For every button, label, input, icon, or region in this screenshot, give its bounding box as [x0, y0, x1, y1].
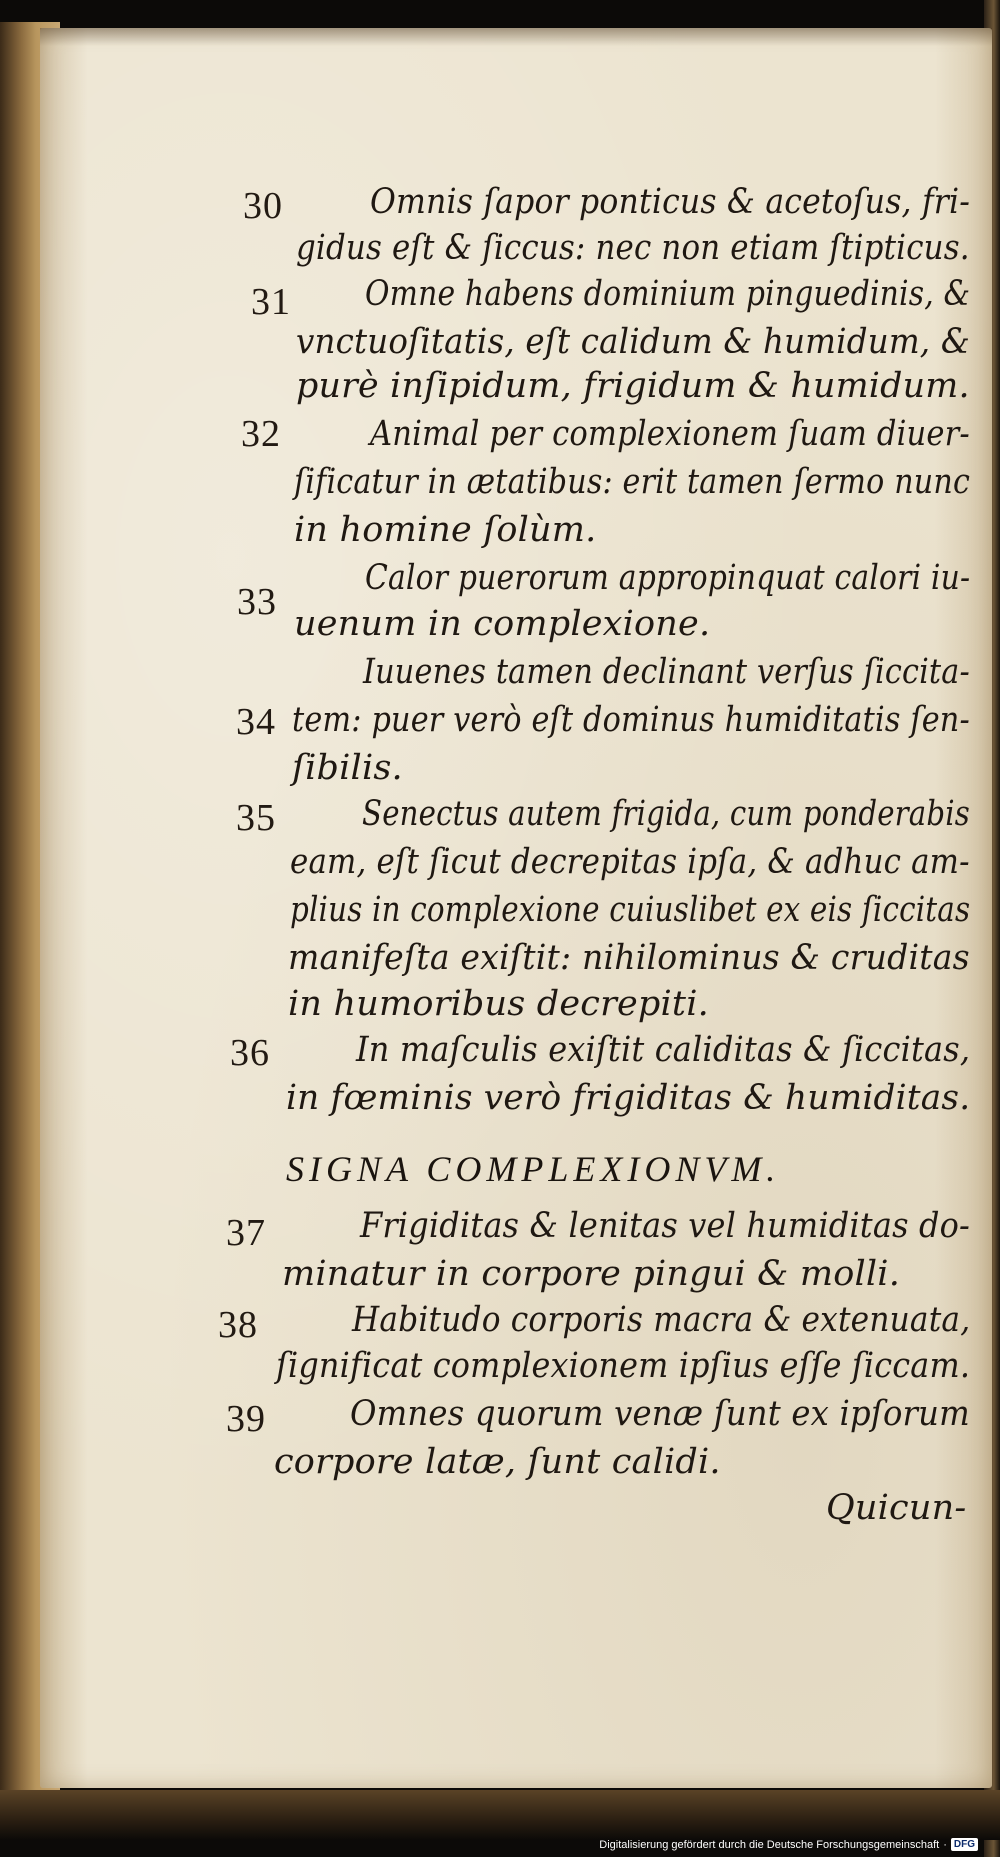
text-line: vnctuoſitatis, eſt calidum & humidum, & [296, 322, 970, 362]
text-line: Calor puerorum appropinquat calori iu- [365, 558, 971, 598]
aphorism-number: 36 [230, 1032, 270, 1074]
text-line: ſificatur in ætatibus: erit tamen ſermo nunc [294, 462, 971, 502]
text-line: ſibilis. [292, 748, 403, 788]
page-top-shadow [40, 28, 992, 46]
text-line: Iuuenes tamen declinant verſus ſiccita- [363, 652, 970, 692]
page-bottom-edge [0, 1790, 1000, 1840]
aphorism-number: 32 [241, 413, 281, 455]
text-line: corpore latæ, ſunt calidi. [274, 1442, 721, 1482]
aphorism-number: 39 [226, 1398, 266, 1440]
text-line: eam, eſt ſicut decrepitas ipſa, & adhuc am- [290, 842, 970, 882]
text-line: purè inſipidum, frigidum & humidum. [296, 366, 970, 406]
text-line: in humoribus decrepiti. [288, 984, 709, 1024]
text-line: tem: puer verò eſt dominus humiditatis ſen- [292, 700, 970, 740]
text-line: minatur in corpore pingui & molli. [282, 1254, 901, 1294]
text-line: Habitudo corporis macra & extenuata, [352, 1300, 971, 1340]
catchword: Quicun- [826, 1488, 967, 1528]
text-line: Frigiditas & lenitas vel humiditas do- [360, 1206, 971, 1246]
aphorism-number: 30 [243, 185, 283, 227]
aphorism-number: 35 [236, 797, 276, 839]
text-line: Senectus autem frigida, cum ponderabis [362, 794, 970, 834]
text-line: gidus eſt & ſiccus: nec non etiam ſtipticus. [296, 228, 970, 268]
aphorism-number: 37 [226, 1212, 266, 1254]
text-line: in homine ſolùm. [294, 510, 597, 550]
text-line: In maſculis exiſtit caliditas & ſiccitas, [356, 1030, 971, 1070]
digitization-credit: Digitalisierung gefördert durch die Deutsche Forschungsgemeinschaft · DFG [599, 1838, 978, 1851]
text-line: Animal per complexionem ſuam diuer- [370, 414, 970, 454]
text-line: plius in complexione cuiuslibet ex eis ſiccitas [290, 890, 971, 930]
text-line: Omne habens dominium pinguedinis, & [365, 274, 971, 314]
text-line: ſignificat complexionem ipſius eſſe ſiccam. [276, 1346, 971, 1386]
text-line: in fœminis verò frigiditas & humiditas. [286, 1078, 971, 1118]
credit-text: Digitalisierung gefördert durch die Deutsche Forschungsgemeinschaft [599, 1838, 940, 1851]
aphorism-number: 33 [237, 581, 277, 623]
dfg-logo: DFG [951, 1838, 978, 1851]
text-line: manifeſta exiſtit: nihilominus & cruditas [288, 938, 970, 978]
text-line: Omnes quorum venæ ſunt ex ipſorum [350, 1394, 970, 1434]
section-heading: SIGNA COMPLEXIONVM. [286, 1149, 781, 1189]
aphorism-number: 31 [251, 281, 291, 323]
aphorism-number: 34 [236, 701, 276, 743]
aphorism-number: 38 [218, 1304, 258, 1346]
text-line: Omnis ſapor ponticus & acetoſus, fri- [370, 182, 971, 222]
text-line: uenum in complexione. [294, 604, 711, 644]
